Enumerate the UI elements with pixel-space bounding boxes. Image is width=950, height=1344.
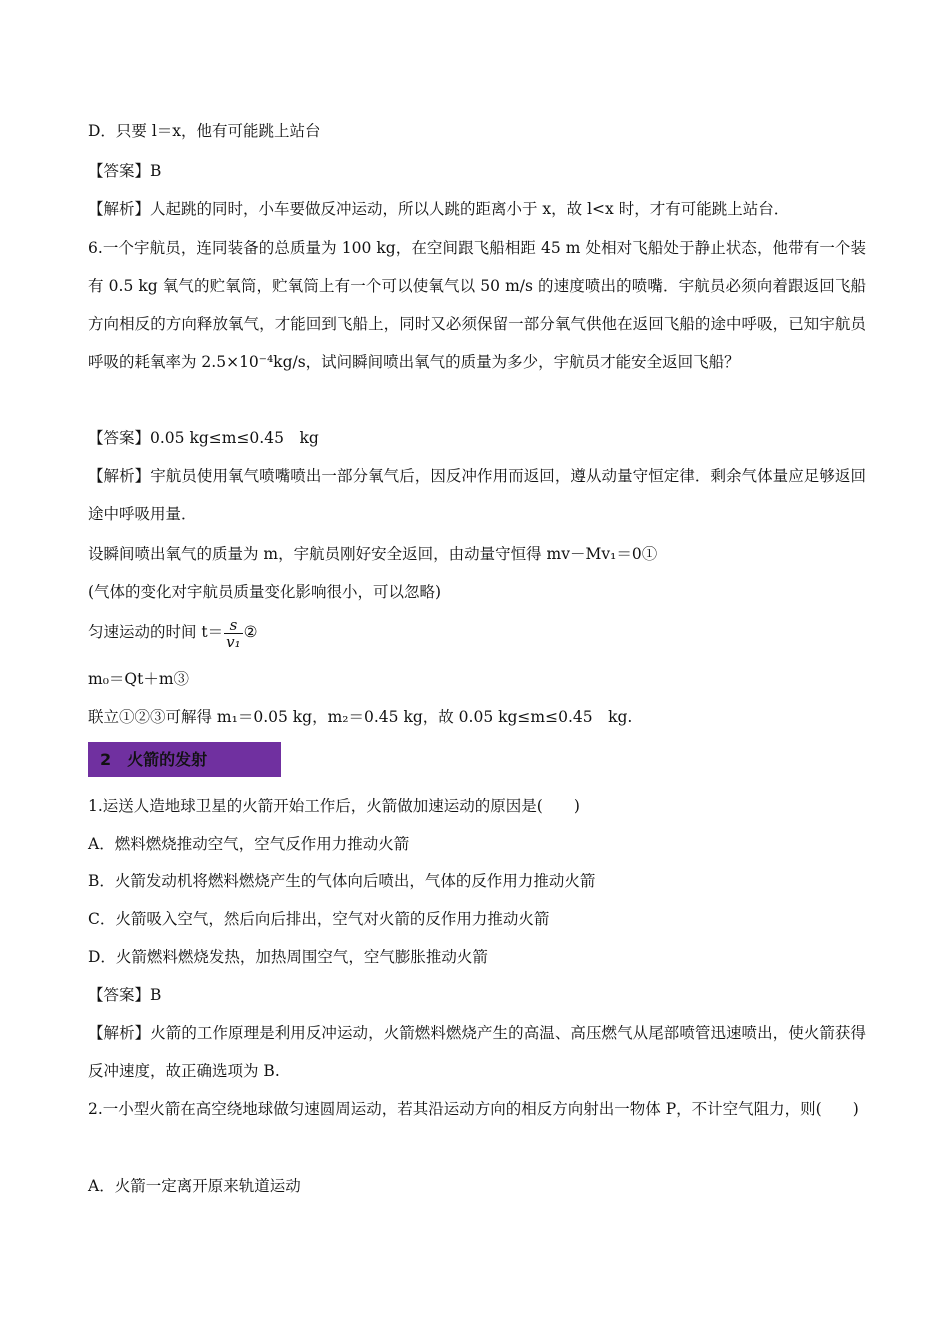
rocket-q1-option-b: B．火箭发动机将燃料燃烧产生的气体向后喷出，气体的反作用力推动火箭 (88, 872, 596, 890)
rocket-q1-option-c: C．火箭吸入空气，然后向后排出，空气对火箭的反作用力推动火箭 (88, 910, 550, 928)
answer-6: 【答案】0.05 kg≤m≤0.45 kg (88, 429, 319, 447)
explanation-6: 【解析】宇航员使用氧气喷嘴喷出一部分氧气后，因反冲作用而返回，遵从动量守恒定律．剩余气体量应足够返回途中呼吸用量． (88, 467, 866, 523)
time-fraction (224, 617, 243, 650)
rocket-q1-answer: 【答案】B (88, 986, 162, 1004)
solution-step-3 (88, 612, 258, 652)
option-d-line: D．只要 l＝x，他有可能跳上站台 (88, 122, 321, 140)
rocket-q1-option-a: A．燃料燃烧推动空气，空气反作用力推动火箭 (88, 835, 410, 853)
explanation-line: 【解析】人起跳的同时，小车要做反冲运动，所以人跳的距离小于 x，故 l<x 时，才有可能跳上站台． (88, 200, 790, 218)
rocket-q1-option-d: D．火箭燃料燃烧发热，加热周围空气，空气膨胀推动火箭 (88, 948, 488, 966)
solution-step-4: m₀＝Qt＋m③ (88, 670, 190, 688)
question-6: 6.一个宇航员，连同装备的总质量为 100 kg，在空间跟飞船相距 45 m 处相对飞船处于静止状态，他带有一个装有 0.5 kg 氧气的贮氧筒，贮氧筒上有一个可以使氧气以 50 m/s 的速度喷出的喷嘴．宇航员必须向着跟返回飞船方向相反的方向释放氧气，才能回到飞船上，同时又必须保留一部分氧气供他在返回飞船的途中呼吸，已知宇航员呼吸的耗氧率为 2.5×10⁻⁴kg/s，试问瞬间喷出氧气的质量为多少，宇航员才能安全返回飞船？ (88, 239, 866, 371)
time-formula-prefix: 匀速运动的时间 t＝ (88, 623, 224, 641)
solution-step-5: 联立①②③可解得 m₁＝0.05 kg，m₂＝0.45 kg，故 0.05 kg≤m≤0.45 kg. (88, 708, 633, 726)
rocket-q1-explanation: 【解析】火箭的工作原理是利用反冲运动，火箭燃料燃烧产生的高温、高压燃气从尾部喷管迅速喷出，使火箭获得反冲速度，故正确选项为 B. (88, 1024, 866, 1080)
answer-line: 【答案】B (88, 162, 162, 180)
time-formula-suffix: ② (243, 623, 258, 641)
solution-step-2: (气体的变化对宇航员质量变化影响很小，可以忽略) (88, 583, 442, 601)
fraction-denominator: v₁ (226, 632, 241, 651)
rocket-q2-option-a: A．火箭一定离开原来轨道运动 (88, 1177, 301, 1195)
rocket-question-2: 2.一小型火箭在高空绕地球做匀速圆周运动，若其沿运动方向的相反方向射出一物体 P，不计空气阻力，则( ) (88, 1100, 859, 1118)
rocket-question-1: 1.运送人造地球卫星的火箭开始工作后，火箭做加速运动的原因是( ) (88, 797, 580, 815)
fraction-numerator: s (224, 617, 243, 634)
solution-step-1: 设瞬间喷出氧气的质量为 m，宇航员刚好安全返回，由动量守恒得 mv－Mv₁＝0① (88, 545, 658, 563)
section-heading-rocket-launch: 2 火箭的发射 (88, 742, 281, 777)
